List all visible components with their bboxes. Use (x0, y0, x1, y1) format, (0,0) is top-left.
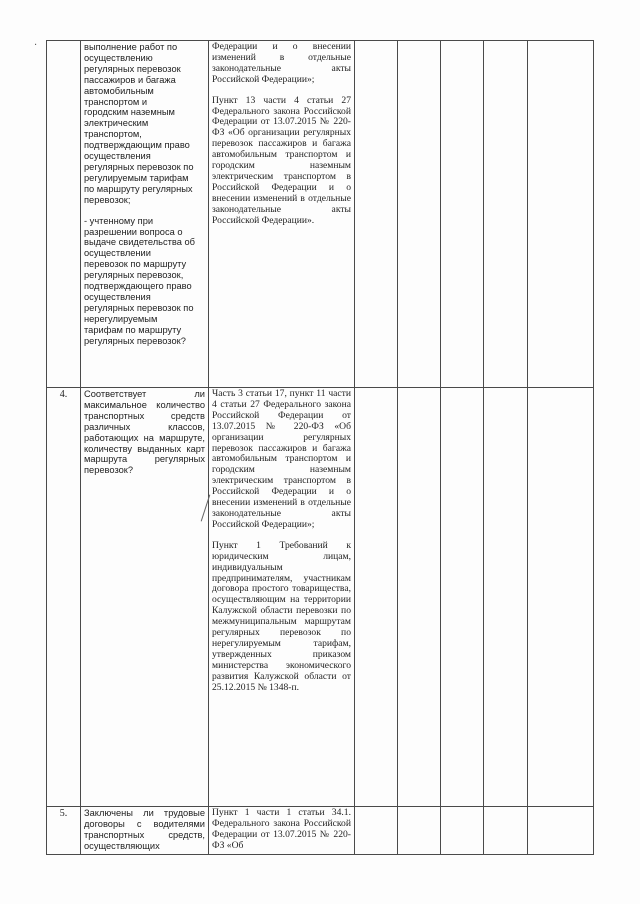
empty-cell (398, 807, 441, 855)
question-cell (81, 388, 209, 807)
empty-cell (484, 41, 528, 388)
empty-cell (484, 807, 528, 855)
question-cell (81, 807, 209, 855)
checklist-table (46, 40, 594, 855)
empty-cell (355, 807, 398, 855)
question-cell (81, 41, 209, 388)
reference-text: Пункт 1 Требований к юридическим лицам, индивидуальным предпринимателям, участникам договора простого товарищества, осуществляющим на территории Калужской области перевозки по межмуниципальным маршрутам регулярных перевозок по нерегулируемым тарифам, утвержденных приказом министерства экономического развития Калужской области от 25.12.2015 № 1348-п. (212, 539, 351, 693)
empty-cell (355, 388, 398, 807)
reference-text: Пункт 1 части 1 статьи 34.1. Федерального закона Российской Федерации от 13.07.2015 № 220-ФЗ «Об (212, 807, 351, 851)
row-number: 4. (47, 388, 81, 807)
question-text: выполнение работ по осуществлению регулярных перевозок пассажиров и багажа автомобильным транспортом и городским наземным электрическим транспортом, подтверждающим право осуществления регулярных перевозок по регулируемым тарифам по маршруту регулярных перевозок; (84, 42, 194, 205)
empty-cell (398, 388, 441, 807)
table-row (47, 807, 594, 855)
row-number (47, 41, 81, 388)
empty-cell (441, 41, 484, 388)
reference-text: Часть 3 статьи 17, пункт 11 части 4 статьи 27 Федерального закона Российской Федерации от 13.07.2015 № 220-ФЗ «Об организации регулярных перевозок пассажиров и багажа автомобильным транспортом и городским наземным электрическим транспортом в Российской Федерации и о внесении изменений в отдельные законодательные акты Российской Федерации»; (212, 388, 351, 530)
empty-cell (441, 807, 484, 855)
table-row (47, 388, 594, 807)
table-row (47, 41, 594, 388)
question-text: - учтенному при разрешении вопроса о выдаче свидетельства об осуществлении перевозок по маршруту регулярных перевозок, подтверждающего право осуществления регулярных перевозок по нерегулируемым тарифам по маршруту регулярных перевозок? (84, 215, 195, 346)
question-text: Заключены ли трудовые договоры с водителями транспортных средств, осуществляющих (84, 808, 205, 851)
reference-text: Пункт 13 части 4 статьи 27 Федерального закона Российской Федерации от 13.07.2015 № 220-ФЗ «Об организации регулярных перевозок пассажиров и багажа автомобильным транспортом и городским наземным электрическим транспортом в Российской Федерации и о внесении изменений в отдельные законодательные акты Российской Федерации». (212, 94, 351, 226)
empty-cell (528, 807, 594, 855)
reference-cell (209, 41, 355, 388)
empty-cell (484, 388, 528, 807)
empty-cell (355, 41, 398, 388)
empty-cell (441, 388, 484, 807)
page-mark: · (34, 40, 38, 51)
row-number: 5. (47, 807, 81, 855)
empty-cell (398, 41, 441, 388)
reference-cell (209, 388, 355, 807)
empty-cell (528, 388, 594, 807)
empty-cell (528, 41, 594, 388)
question-text: Соответствует ли максимальное количество транспортных средств различных классов, работающих на маршруте, количеству выданных карт маршрута регулярных перевозок? (84, 389, 205, 476)
reference-cell (209, 807, 355, 855)
reference-text: Федерации и о внесении изменений в отдельные законодательные акты Российской Федерации»; (212, 41, 351, 85)
